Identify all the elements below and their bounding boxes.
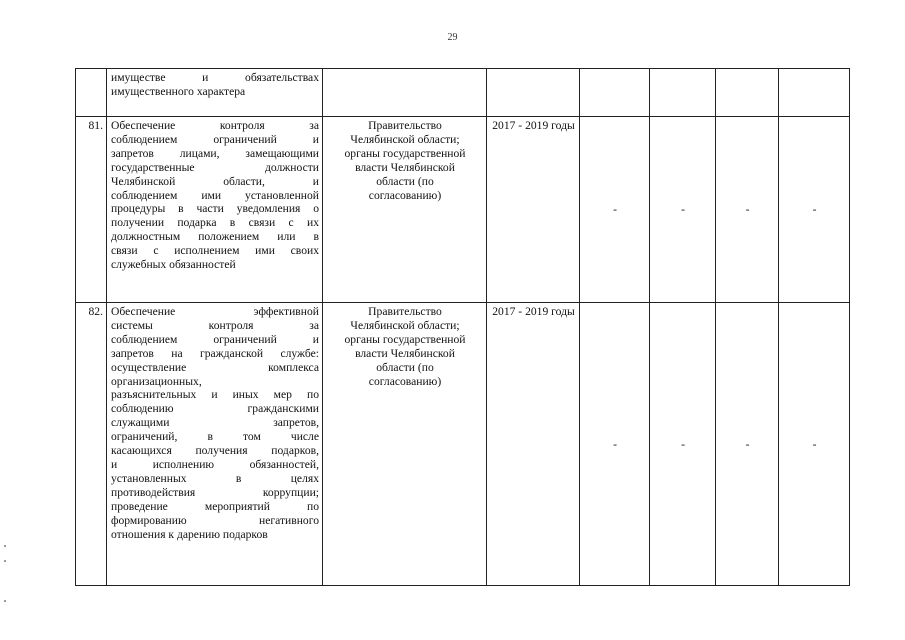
period: 2017 - 2019 годы: [487, 303, 580, 586]
funding-cell: -: [650, 117, 716, 303]
executor-line: власти Челябинской: [355, 160, 455, 174]
measures-table: [75, 68, 850, 586]
table-row: [76, 69, 850, 117]
row-number: 81.: [76, 117, 107, 303]
description-line: касающихся получения подарков,: [111, 444, 319, 458]
executor-line: области (по: [376, 174, 434, 188]
executor: [323, 117, 487, 303]
measure-description: [107, 303, 323, 586]
funding-cell: -: [650, 303, 716, 586]
funding-cell: -: [716, 303, 779, 586]
description-line: запретов на гражданской службе:: [111, 346, 319, 360]
executor-line: органы государственной: [344, 332, 466, 346]
description-line: Обеспечение эффективной: [111, 305, 319, 318]
funding-cell: -: [779, 117, 850, 303]
executor-line: Правительство: [368, 305, 442, 318]
funding-cell: -: [716, 117, 779, 303]
funding-cell: [580, 69, 650, 117]
scan-artifact: [4, 600, 6, 602]
funding-cell: -: [779, 303, 850, 586]
executor-line: власти Челябинской: [355, 346, 455, 360]
description-line: служащими запретов,: [111, 416, 319, 430]
row-number: [76, 69, 107, 117]
executor-line: органы государственной: [344, 146, 466, 160]
description-line: должностным положением или в: [111, 230, 319, 244]
description-line: Челябинской области, и: [111, 174, 319, 188]
period: 2017 - 2019 годы: [487, 117, 580, 303]
description-line: ограничений, в том числе: [111, 430, 319, 444]
executor-line: области (по: [376, 360, 434, 374]
description-line: имущественного характера: [111, 84, 246, 98]
description-line: государственные должности: [111, 160, 319, 174]
description-line: запретов лицами, замещающими: [111, 146, 319, 160]
description-line: соблюдением ограничений и: [111, 332, 319, 346]
period: [487, 69, 580, 117]
funding-cell: [716, 69, 779, 117]
description-line: соблюдением ограничений и: [111, 132, 319, 146]
executor-line: согласованию): [368, 374, 442, 388]
description-line: соблюдению гражданскими: [111, 402, 319, 416]
executor-line: Челябинской области;: [350, 318, 460, 332]
measure-description: [107, 117, 323, 303]
description-line: соблюдением ими установленной: [111, 188, 319, 202]
scan-artifact: [4, 545, 6, 547]
description-line: и исполнению обязанностей,: [111, 457, 319, 471]
description-line: формированию негативного: [111, 513, 319, 527]
description-line: противодействия коррупции;: [111, 485, 319, 499]
executor-line: Челябинской области;: [350, 132, 460, 146]
description-line: связи с исполнением ими своих: [111, 244, 319, 258]
table-row: [76, 303, 850, 586]
description-line: системы контроля за: [111, 318, 319, 332]
description-line: процедуры в части уведомления о: [111, 202, 319, 216]
description-line: организационных,: [111, 374, 202, 388]
description-line: имуществе и обязательствах: [111, 71, 319, 84]
description-line: служебных обязанностей: [111, 258, 236, 272]
executor-line: согласованию): [368, 188, 442, 202]
funding-cell: [779, 69, 850, 117]
funding-cell: [650, 69, 716, 117]
executor-line: Правительство: [368, 119, 442, 132]
description-line: получении подарка в связи с их: [111, 216, 319, 230]
funding-cell: -: [580, 303, 650, 586]
table-row: [76, 117, 850, 303]
description-line: установленных в целях: [111, 471, 319, 485]
scan-artifact: [4, 560, 6, 562]
page-number: 29: [447, 32, 458, 43]
description-line: осуществление комплекса: [111, 360, 319, 374]
executor: [323, 69, 487, 117]
funding-cell: -: [580, 117, 650, 303]
description-line: проведение мероприятий по: [111, 499, 319, 513]
measure-description: [107, 69, 323, 117]
description-line: отношения к дарению подарков: [111, 527, 268, 541]
description-line: Обеспечение контроля за: [111, 119, 319, 132]
row-number: 82.: [76, 303, 107, 586]
executor: [323, 303, 487, 586]
description-line: разъяснительных и иных мер по: [111, 388, 319, 402]
